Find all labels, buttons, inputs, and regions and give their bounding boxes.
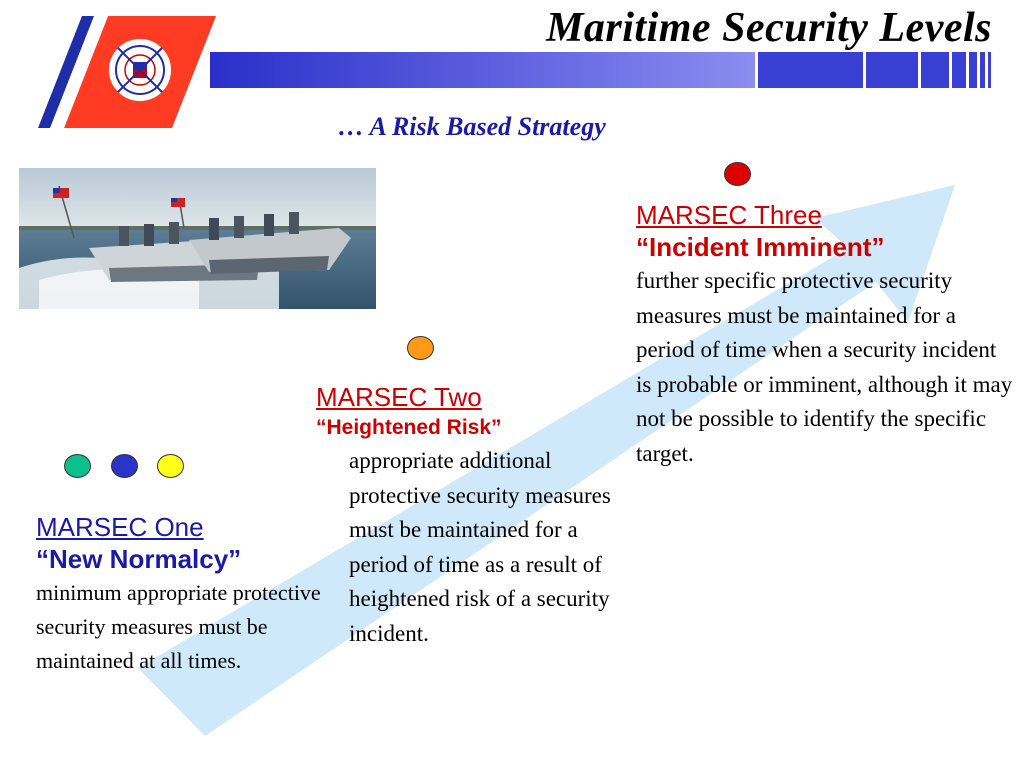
marsec-two-tag: “Heightened Risk” <box>316 416 502 439</box>
level-one-dot-yellow <box>157 454 184 478</box>
marsec-one-block <box>36 512 326 678</box>
marsec-one-name: MARSEC One <box>36 512 204 542</box>
level-one-dot-green <box>64 454 91 478</box>
marsec-two-description: appropriate additional protective security measures must be maintained for a period of time as a result of heightened risk of a security incident. <box>349 448 611 646</box>
marsec-three-name: MARSEC Three <box>636 200 822 230</box>
marsec-two-name: MARSEC Two <box>316 382 482 412</box>
marsec-two-block <box>316 382 626 651</box>
marsec-three-tag: “Incident Imminent” <box>636 232 885 262</box>
page-title: Maritime Security Levels <box>546 5 992 51</box>
coast-guard-boats-photo <box>19 168 376 309</box>
marsec-three-block <box>636 200 1016 471</box>
level-three-dot <box>724 162 751 186</box>
marsec-three-description: further specific protective security measures must be maintained for a period of time when a security incident is probable or imminent, although it may not be possible to identify the specific target. <box>636 268 1013 466</box>
level-one-dot-blue <box>111 454 138 478</box>
marsec-one-tag: “New Normalcy” <box>36 544 242 574</box>
header-bar <box>210 52 1010 88</box>
marsec-one-description: minimum appropriate protective security measures must be maintained at all times. <box>36 580 321 673</box>
page-subtitle: … A Risk Based Strategy <box>338 112 606 141</box>
level-two-dot <box>407 336 434 360</box>
